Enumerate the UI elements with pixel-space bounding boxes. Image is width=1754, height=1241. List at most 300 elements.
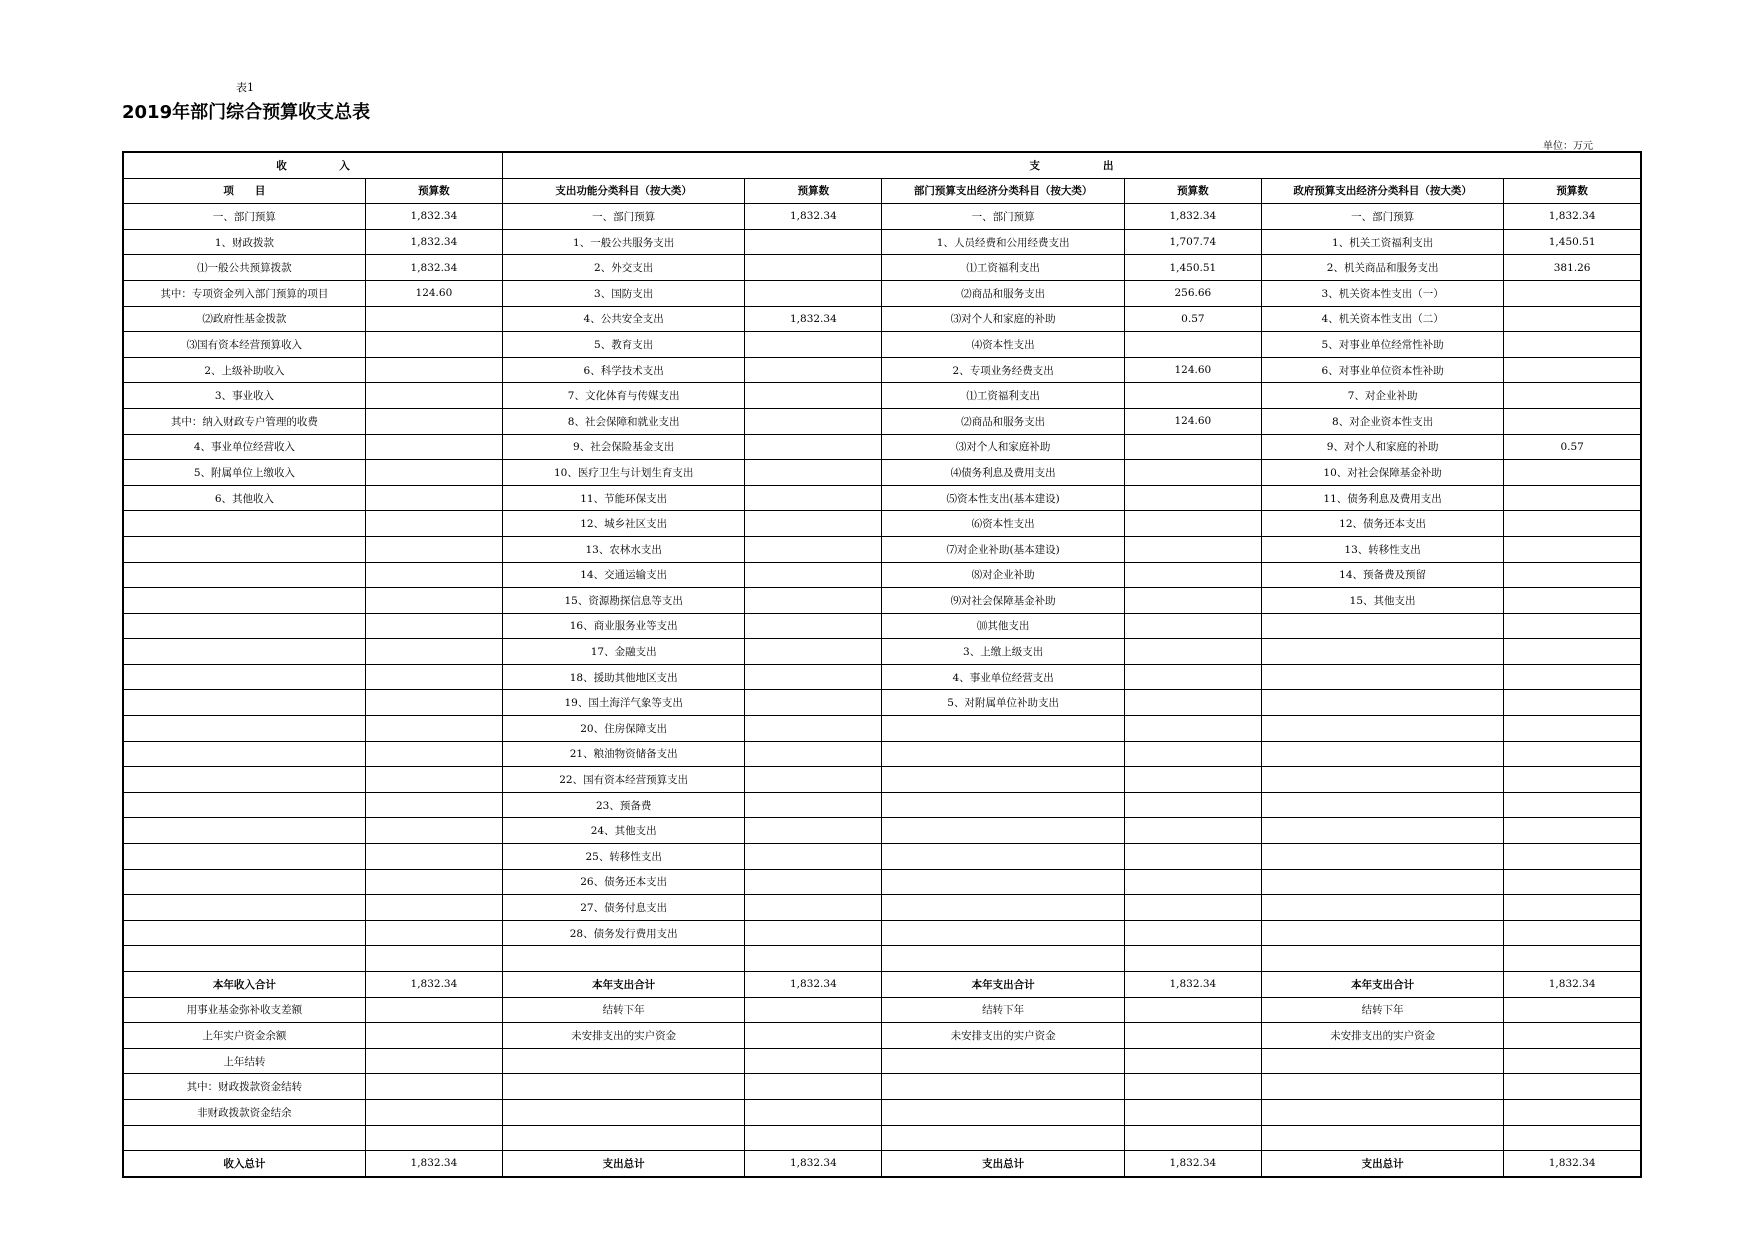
function-item-cell: 26、债务还本支出 bbox=[502, 869, 744, 895]
unit-note: 单位：万元 bbox=[1543, 141, 1593, 152]
income-item-cell bbox=[123, 1125, 365, 1151]
dept-econ-amount-cell bbox=[1124, 1099, 1261, 1125]
footer-row bbox=[123, 1125, 1641, 1151]
table-row bbox=[123, 716, 1641, 742]
gov-econ-item-cell bbox=[1261, 690, 1503, 716]
gov-econ-amount-cell bbox=[1504, 1023, 1641, 1049]
dept-econ-item-cell bbox=[882, 767, 1124, 793]
dept-econ-item-cell bbox=[882, 792, 1124, 818]
function-amount-cell bbox=[745, 920, 882, 946]
gov-econ-item-cell bbox=[1261, 613, 1503, 639]
income-item-cell bbox=[123, 946, 365, 972]
income-amount-cell bbox=[365, 690, 502, 716]
income-amount-cell bbox=[365, 639, 502, 665]
gov-econ-item-cell: 1、机关工资福利支出 bbox=[1261, 229, 1503, 255]
column-header: 部门预算支出经济分类科目（按大类） bbox=[882, 178, 1124, 204]
function-item-cell bbox=[502, 1074, 744, 1100]
function-item-cell: 12、城乡社区支出 bbox=[502, 511, 744, 537]
function-item-cell: 17、金融支出 bbox=[502, 639, 744, 665]
dept-econ-item-cell: ⑶对个人和家庭补助 bbox=[882, 434, 1124, 460]
gov-econ-item-cell bbox=[1261, 946, 1503, 972]
dept-econ-item-cell bbox=[882, 1048, 1124, 1074]
dept-econ-item-cell: ⑵商品和服务支出 bbox=[882, 408, 1124, 434]
column-header: 预算数 bbox=[365, 178, 502, 204]
function-item-cell: 28、债务发行费用支出 bbox=[502, 920, 744, 946]
income-amount-cell: 1,832.34 bbox=[365, 229, 502, 255]
dept-econ-item-cell: ⑻对企业补助 bbox=[882, 562, 1124, 588]
dept-econ-amount-cell bbox=[1124, 690, 1261, 716]
dept-econ-amount-cell: 1,832.34 bbox=[1124, 1151, 1261, 1177]
income-amount-cell: 1,832.34 bbox=[365, 255, 502, 281]
table-row bbox=[123, 280, 1641, 306]
table-row bbox=[123, 229, 1641, 255]
income-item-cell: 其中：财政拨款资金结转 bbox=[123, 1074, 365, 1100]
dept-econ-item-cell: 支出总计 bbox=[882, 1151, 1124, 1177]
income-item-cell bbox=[123, 511, 365, 537]
dept-econ-amount-cell bbox=[1124, 434, 1261, 460]
function-amount-cell bbox=[745, 997, 882, 1023]
function-item-cell: 21、粮油物资储备支出 bbox=[502, 741, 744, 767]
gov-econ-amount-cell bbox=[1504, 562, 1641, 588]
gov-econ-item-cell: 本年支出合计 bbox=[1261, 972, 1503, 998]
function-amount-cell bbox=[745, 818, 882, 844]
dept-econ-item-cell: ⑸资本性支出(基本建设) bbox=[882, 485, 1124, 511]
gov-econ-amount-cell bbox=[1504, 946, 1641, 972]
table-row bbox=[123, 920, 1641, 946]
dept-econ-item-cell: ⑴工资福利支出 bbox=[882, 383, 1124, 409]
function-item-cell: 14、交通运输支出 bbox=[502, 562, 744, 588]
gov-econ-amount-cell bbox=[1504, 408, 1641, 434]
table-row bbox=[123, 536, 1641, 562]
dept-econ-item-cell: 结转下年 bbox=[882, 997, 1124, 1023]
function-item-cell bbox=[502, 1048, 744, 1074]
function-item-cell: 20、住房保障支出 bbox=[502, 716, 744, 742]
function-amount-cell bbox=[745, 844, 882, 870]
gov-econ-item-cell bbox=[1261, 767, 1503, 793]
function-amount-cell bbox=[745, 332, 882, 358]
income-amount-cell bbox=[365, 844, 502, 870]
income-amount-cell bbox=[365, 562, 502, 588]
income-amount-cell bbox=[365, 485, 502, 511]
function-item-cell bbox=[502, 1125, 744, 1151]
function-amount-cell bbox=[745, 562, 882, 588]
table-row bbox=[123, 895, 1641, 921]
dept-econ-item-cell bbox=[882, 895, 1124, 921]
income-amount-cell bbox=[365, 792, 502, 818]
income-item-cell bbox=[123, 869, 365, 895]
function-amount-cell: 1,832.34 bbox=[745, 1151, 882, 1177]
column-header: 预算数 bbox=[1504, 178, 1641, 204]
gov-econ-amount-cell bbox=[1504, 536, 1641, 562]
income-item-cell bbox=[123, 588, 365, 614]
dept-econ-item-cell bbox=[882, 869, 1124, 895]
dept-econ-amount-cell bbox=[1124, 588, 1261, 614]
function-item-cell: 1、一般公共服务支出 bbox=[502, 229, 744, 255]
gov-econ-amount-cell bbox=[1504, 690, 1641, 716]
function-item-cell: 24、其他支出 bbox=[502, 818, 744, 844]
function-item-cell: 19、国土海洋气象等支出 bbox=[502, 690, 744, 716]
income-amount-cell: 1,832.34 bbox=[365, 204, 502, 230]
gov-econ-amount-cell bbox=[1504, 1074, 1641, 1100]
income-amount-cell bbox=[365, 741, 502, 767]
income-item-cell bbox=[123, 562, 365, 588]
function-item-cell: 10、医疗卫生与计划生育支出 bbox=[502, 460, 744, 486]
income-amount-cell bbox=[365, 767, 502, 793]
dept-econ-amount-cell bbox=[1124, 716, 1261, 742]
dept-econ-item-cell bbox=[882, 741, 1124, 767]
dept-econ-item-cell bbox=[882, 716, 1124, 742]
function-amount-cell bbox=[745, 613, 882, 639]
gov-econ-item-cell: 13、转移性支出 bbox=[1261, 536, 1503, 562]
dept-econ-item-cell: ⑴工资福利支出 bbox=[882, 255, 1124, 281]
column-header-row bbox=[123, 178, 1641, 204]
function-item-cell: 5、教育支出 bbox=[502, 332, 744, 358]
dept-econ-amount-cell: 0.57 bbox=[1124, 306, 1261, 332]
function-item-cell: 支出总计 bbox=[502, 1151, 744, 1177]
gov-econ-item-cell: 一、部门预算 bbox=[1261, 204, 1503, 230]
dept-econ-amount-cell: 124.60 bbox=[1124, 408, 1261, 434]
function-item-cell: 15、资源勘探信息等支出 bbox=[502, 588, 744, 614]
income-amount-cell bbox=[365, 895, 502, 921]
dept-econ-amount-cell bbox=[1124, 383, 1261, 409]
income-item-cell: 5、附属单位上缴收入 bbox=[123, 460, 365, 486]
gov-econ-item-cell: 11、债务利息及费用支出 bbox=[1261, 485, 1503, 511]
column-header: 支出功能分类科目（按大类） bbox=[502, 178, 744, 204]
table-row bbox=[123, 511, 1641, 537]
dept-econ-amount-cell bbox=[1124, 920, 1261, 946]
income-amount-cell bbox=[365, 332, 502, 358]
income-item-cell: 3、事业收入 bbox=[123, 383, 365, 409]
gov-econ-item-cell: 3、机关资本性支出（一） bbox=[1261, 280, 1503, 306]
gov-econ-item-cell: 6、对事业单位资本性补助 bbox=[1261, 357, 1503, 383]
income-amount-cell bbox=[365, 664, 502, 690]
income-item-cell bbox=[123, 818, 365, 844]
function-amount-cell bbox=[745, 383, 882, 409]
function-item-cell: 23、预备费 bbox=[502, 792, 744, 818]
function-amount-cell: 1,832.34 bbox=[745, 306, 882, 332]
function-amount-cell bbox=[745, 741, 882, 767]
gov-econ-item-cell bbox=[1261, 664, 1503, 690]
gov-econ-amount-cell bbox=[1504, 613, 1641, 639]
income-item-cell bbox=[123, 664, 365, 690]
function-item-cell: 3、国防支出 bbox=[502, 280, 744, 306]
income-item-cell: 1、财政拨款 bbox=[123, 229, 365, 255]
income-item-cell bbox=[123, 716, 365, 742]
function-item-cell: 7、文化体育与传媒支出 bbox=[502, 383, 744, 409]
dept-econ-amount-cell bbox=[1124, 639, 1261, 665]
function-item-cell: 一、部门预算 bbox=[502, 204, 744, 230]
gov-econ-item-cell: 2、机关商品和服务支出 bbox=[1261, 255, 1503, 281]
dept-econ-amount-cell bbox=[1124, 1048, 1261, 1074]
income-amount-cell bbox=[365, 306, 502, 332]
function-amount-cell bbox=[745, 1099, 882, 1125]
gov-econ-item-cell bbox=[1261, 844, 1503, 870]
footer-row bbox=[123, 1023, 1641, 1049]
function-item-cell: 2、外交支出 bbox=[502, 255, 744, 281]
dept-econ-amount-cell bbox=[1124, 664, 1261, 690]
gov-econ-amount-cell bbox=[1504, 664, 1641, 690]
income-amount-cell bbox=[365, 1074, 502, 1100]
gov-econ-amount-cell bbox=[1504, 588, 1641, 614]
function-amount-cell bbox=[745, 664, 882, 690]
gov-econ-amount-cell bbox=[1504, 1048, 1641, 1074]
dept-econ-amount-cell bbox=[1124, 741, 1261, 767]
dept-econ-amount-cell: 1,832.34 bbox=[1124, 204, 1261, 230]
gov-econ-item-cell bbox=[1261, 1048, 1503, 1074]
dept-econ-amount-cell bbox=[1124, 562, 1261, 588]
dept-econ-amount-cell bbox=[1124, 869, 1261, 895]
income-item-cell bbox=[123, 767, 365, 793]
table-row bbox=[123, 306, 1641, 332]
gov-econ-item-cell bbox=[1261, 792, 1503, 818]
income-amount-cell bbox=[365, 613, 502, 639]
dept-econ-amount-cell bbox=[1124, 818, 1261, 844]
function-amount-cell bbox=[745, 485, 882, 511]
dept-econ-amount-cell: 256.66 bbox=[1124, 280, 1261, 306]
gov-econ-amount-cell bbox=[1504, 511, 1641, 537]
gov-econ-amount-cell bbox=[1504, 383, 1641, 409]
income-group-header: 收 入 bbox=[123, 152, 502, 178]
gov-econ-amount-cell bbox=[1504, 767, 1641, 793]
function-item-cell: 16、商业服务业等支出 bbox=[502, 613, 744, 639]
dept-econ-item-cell: ⑷资本性支出 bbox=[882, 332, 1124, 358]
dept-econ-item-cell: ⑶对个人和家庭的补助 bbox=[882, 306, 1124, 332]
gov-econ-item-cell bbox=[1261, 639, 1503, 665]
footer-row bbox=[123, 1099, 1641, 1125]
function-amount-cell bbox=[745, 408, 882, 434]
dept-econ-amount-cell bbox=[1124, 767, 1261, 793]
grand-total-row bbox=[123, 1151, 1641, 1177]
function-amount-cell bbox=[745, 792, 882, 818]
gov-econ-amount-cell bbox=[1504, 792, 1641, 818]
income-amount-cell bbox=[365, 408, 502, 434]
income-item-cell bbox=[123, 844, 365, 870]
function-item-cell bbox=[502, 1099, 744, 1125]
income-item-cell: 6、其他收入 bbox=[123, 485, 365, 511]
income-amount-cell bbox=[365, 383, 502, 409]
table-row bbox=[123, 844, 1641, 870]
table-row bbox=[123, 639, 1641, 665]
function-amount-cell bbox=[745, 280, 882, 306]
function-item-cell: 27、债务付息支出 bbox=[502, 895, 744, 921]
income-item-cell: 2、上级补助收入 bbox=[123, 357, 365, 383]
income-item-cell bbox=[123, 920, 365, 946]
dept-econ-item-cell: 本年支出合计 bbox=[882, 972, 1124, 998]
dept-econ-item-cell bbox=[882, 844, 1124, 870]
income-amount-cell bbox=[365, 434, 502, 460]
function-amount-cell bbox=[745, 639, 882, 665]
function-amount-cell bbox=[745, 357, 882, 383]
dept-econ-amount-cell bbox=[1124, 997, 1261, 1023]
gov-econ-amount-cell: 1,832.34 bbox=[1504, 972, 1641, 998]
gov-econ-item-cell: 未安排支出的实户资金 bbox=[1261, 1023, 1503, 1049]
income-item-cell bbox=[123, 741, 365, 767]
dept-econ-item-cell: 一、部门预算 bbox=[882, 204, 1124, 230]
gov-econ-amount-cell bbox=[1504, 869, 1641, 895]
table-row bbox=[123, 485, 1641, 511]
function-item-cell: 18、援助其他地区支出 bbox=[502, 664, 744, 690]
gov-econ-amount-cell bbox=[1504, 1125, 1641, 1151]
income-item-cell: 4、事业单位经营收入 bbox=[123, 434, 365, 460]
dept-econ-item-cell: 2、专项业务经费支出 bbox=[882, 357, 1124, 383]
income-item-cell: 其中：纳入财政专户管理的收费 bbox=[123, 408, 365, 434]
dept-econ-amount-cell bbox=[1124, 460, 1261, 486]
gov-econ-item-cell: 7、对企业补助 bbox=[1261, 383, 1503, 409]
dept-econ-item-cell bbox=[882, 1099, 1124, 1125]
dept-econ-amount-cell bbox=[1124, 511, 1261, 537]
dept-econ-amount-cell: 1,707.74 bbox=[1124, 229, 1261, 255]
function-item-cell: 6、科学技术支出 bbox=[502, 357, 744, 383]
income-amount-cell bbox=[365, 1023, 502, 1049]
income-item-cell: 用事业基金弥补收支差额 bbox=[123, 997, 365, 1023]
function-item-cell: 22、国有资本经营预算支出 bbox=[502, 767, 744, 793]
function-amount-cell bbox=[745, 511, 882, 537]
function-amount-cell bbox=[745, 1074, 882, 1100]
income-item-cell: ⑶国有资本经营预算收入 bbox=[123, 332, 365, 358]
function-amount-cell bbox=[745, 895, 882, 921]
function-amount-cell bbox=[745, 229, 882, 255]
income-amount-cell bbox=[365, 460, 502, 486]
dept-econ-amount-cell bbox=[1124, 895, 1261, 921]
gov-econ-amount-cell bbox=[1504, 639, 1641, 665]
gov-econ-item-cell bbox=[1261, 895, 1503, 921]
function-item-cell bbox=[502, 946, 744, 972]
function-amount-cell bbox=[745, 1125, 882, 1151]
income-item-cell bbox=[123, 639, 365, 665]
table-number: 表1 bbox=[236, 81, 254, 94]
table-row bbox=[123, 204, 1641, 230]
column-header: 项 目 bbox=[123, 178, 365, 204]
table-row bbox=[123, 792, 1641, 818]
income-item-cell: 非财政拨款资金结余 bbox=[123, 1099, 365, 1125]
income-amount-cell bbox=[365, 511, 502, 537]
dept-econ-item-cell: 未安排支出的实户资金 bbox=[882, 1023, 1124, 1049]
table-row bbox=[123, 613, 1641, 639]
income-amount-cell bbox=[365, 920, 502, 946]
gov-econ-item-cell: 14、预备费及预留 bbox=[1261, 562, 1503, 588]
income-item-cell bbox=[123, 536, 365, 562]
gov-econ-item-cell: 12、债务还本支出 bbox=[1261, 511, 1503, 537]
dept-econ-amount-cell bbox=[1124, 485, 1261, 511]
function-item-cell: 未安排支出的实户资金 bbox=[502, 1023, 744, 1049]
gov-econ-amount-cell bbox=[1504, 306, 1641, 332]
dept-econ-item-cell bbox=[882, 920, 1124, 946]
function-amount-cell bbox=[745, 460, 882, 486]
income-item-cell: ⑴一般公共预算拨款 bbox=[123, 255, 365, 281]
dept-econ-item-cell: ⑹资本性支出 bbox=[882, 511, 1124, 537]
dept-econ-amount-cell bbox=[1124, 792, 1261, 818]
gov-econ-amount-cell bbox=[1504, 920, 1641, 946]
table-row bbox=[123, 690, 1641, 716]
gov-econ-item-cell bbox=[1261, 741, 1503, 767]
dept-econ-amount-cell bbox=[1124, 332, 1261, 358]
dept-econ-item-cell: 1、人员经费和公用经费支出 bbox=[882, 229, 1124, 255]
dept-econ-item-cell: ⑺对企业补助(基本建设) bbox=[882, 536, 1124, 562]
function-amount-cell bbox=[745, 946, 882, 972]
gov-econ-item-cell bbox=[1261, 1125, 1503, 1151]
function-item-cell: 13、农林水支出 bbox=[502, 536, 744, 562]
income-item-cell: 收入总计 bbox=[123, 1151, 365, 1177]
income-amount-cell: 124.60 bbox=[365, 280, 502, 306]
gov-econ-item-cell: 5、对事业单位经常性补助 bbox=[1261, 332, 1503, 358]
function-amount-cell: 1,832.34 bbox=[745, 972, 882, 998]
dept-econ-amount-cell bbox=[1124, 1125, 1261, 1151]
year-total-row bbox=[123, 972, 1641, 998]
gov-econ-amount-cell bbox=[1504, 844, 1641, 870]
income-item-cell bbox=[123, 895, 365, 921]
function-item-cell: 结转下年 bbox=[502, 997, 744, 1023]
gov-econ-amount-cell: 1,450.51 bbox=[1504, 229, 1641, 255]
function-amount-cell bbox=[745, 588, 882, 614]
dept-econ-item-cell: ⑼对社会保障基金补助 bbox=[882, 588, 1124, 614]
income-item-cell: ⑵政府性基金拨款 bbox=[123, 306, 365, 332]
function-amount-cell bbox=[745, 536, 882, 562]
dept-econ-amount-cell bbox=[1124, 1023, 1261, 1049]
function-amount-cell bbox=[745, 1023, 882, 1049]
gov-econ-item-cell: 10、对社会保障基金补助 bbox=[1261, 460, 1503, 486]
dept-econ-amount-cell bbox=[1124, 946, 1261, 972]
table-row bbox=[123, 767, 1641, 793]
gov-econ-item-cell bbox=[1261, 818, 1503, 844]
dept-econ-item-cell: 5、对附属单位补助支出 bbox=[882, 690, 1124, 716]
function-item-cell: 25、转移性支出 bbox=[502, 844, 744, 870]
income-item-cell: 一、部门预算 bbox=[123, 204, 365, 230]
function-amount-cell bbox=[745, 434, 882, 460]
footer-row bbox=[123, 997, 1641, 1023]
gov-econ-item-cell bbox=[1261, 869, 1503, 895]
footer-row bbox=[123, 1048, 1641, 1074]
gov-econ-item-cell bbox=[1261, 1074, 1503, 1100]
dept-econ-amount-cell bbox=[1124, 613, 1261, 639]
income-amount-cell bbox=[365, 1125, 502, 1151]
function-item-cell: 本年支出合计 bbox=[502, 972, 744, 998]
table-row bbox=[123, 434, 1641, 460]
dept-econ-item-cell bbox=[882, 1125, 1124, 1151]
dept-econ-amount-cell bbox=[1124, 844, 1261, 870]
income-amount-cell bbox=[365, 1099, 502, 1125]
income-amount-cell bbox=[365, 536, 502, 562]
gov-econ-amount-cell bbox=[1504, 485, 1641, 511]
gov-econ-amount-cell: 0.57 bbox=[1504, 434, 1641, 460]
income-amount-cell: 1,832.34 bbox=[365, 1151, 502, 1177]
gov-econ-amount-cell bbox=[1504, 818, 1641, 844]
column-header: 预算数 bbox=[745, 178, 882, 204]
function-amount-cell bbox=[745, 1048, 882, 1074]
gov-econ-item-cell: 8、对企业资本性支出 bbox=[1261, 408, 1503, 434]
table-row bbox=[123, 869, 1641, 895]
gov-econ-item-cell: 结转下年 bbox=[1261, 997, 1503, 1023]
table-row bbox=[123, 664, 1641, 690]
gov-econ-amount-cell bbox=[1504, 997, 1641, 1023]
income-item-cell: 上年实户资金余额 bbox=[123, 1023, 365, 1049]
function-item-cell: 8、社会保障和就业支出 bbox=[502, 408, 744, 434]
income-amount-cell bbox=[365, 869, 502, 895]
dept-econ-item-cell: 3、上缴上级支出 bbox=[882, 639, 1124, 665]
table-row bbox=[123, 383, 1641, 409]
gov-econ-amount-cell: 381.26 bbox=[1504, 255, 1641, 281]
column-header: 政府预算支出经济分类科目（按大类） bbox=[1261, 178, 1503, 204]
dept-econ-item-cell bbox=[882, 1074, 1124, 1100]
income-amount-cell: 1,832.34 bbox=[365, 972, 502, 998]
dept-econ-amount-cell bbox=[1124, 1074, 1261, 1100]
function-amount-cell bbox=[745, 255, 882, 281]
gov-econ-item-cell: 支出总计 bbox=[1261, 1151, 1503, 1177]
dept-econ-item-cell bbox=[882, 946, 1124, 972]
income-amount-cell bbox=[365, 818, 502, 844]
function-amount-cell bbox=[745, 690, 882, 716]
income-item-cell: 上年结转 bbox=[123, 1048, 365, 1074]
function-item-cell: 9、社会保险基金支出 bbox=[502, 434, 744, 460]
